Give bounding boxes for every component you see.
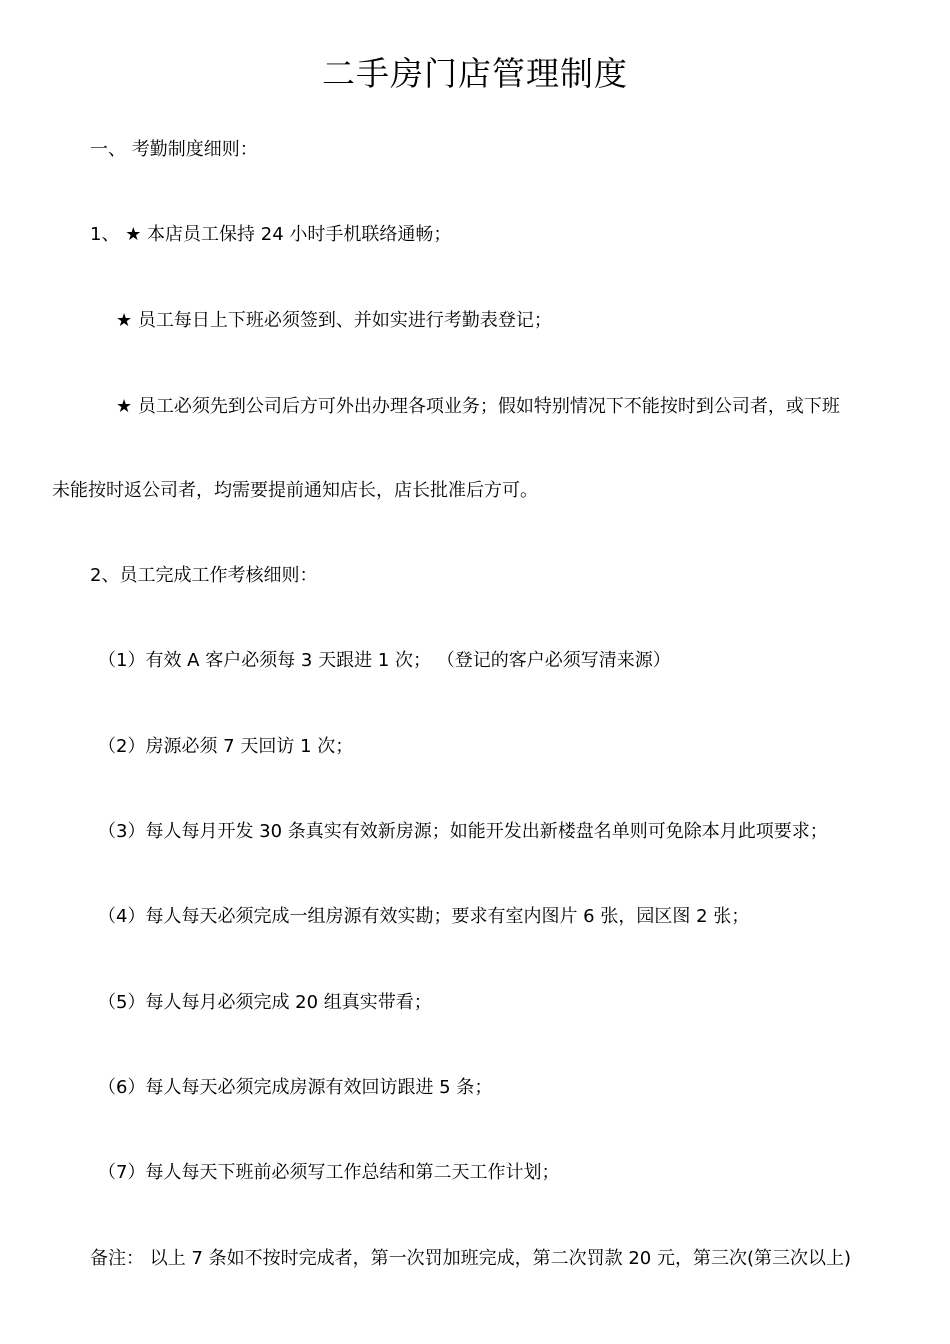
assessment-item-6: （6）每人每天必须完成房源有效回访跟进 5 条； — [98, 1077, 493, 1098]
attendance-item-2 — [116, 308, 552, 334]
star-icon: ★ — [116, 396, 133, 417]
attendance-item-3-text: 员工必须先到公司后方可外出办理各项业务；假如特别情况下不能按时到公司者，或下班 — [132, 396, 840, 417]
star-icon: ★ — [125, 224, 142, 245]
attendance-item-1 — [90, 222, 451, 248]
section-heading-attendance: 一、 考勤制度细则： — [90, 139, 258, 160]
item-number: 1、 — [90, 224, 126, 245]
section-heading-assessment: 2、员工完成工作考核细则： — [90, 565, 318, 586]
attendance-item-2-text: 员工每日上下班必须签到、并如实进行考勤表登记； — [132, 310, 552, 331]
assessment-item-1: （1）有效 A 客户必须每 3 天跟进 1 次； （登记的客户必须写清来源） — [98, 650, 671, 671]
star-icon: ★ — [116, 310, 133, 331]
attendance-item-3 — [116, 394, 840, 420]
assessment-item-2: （2）房源必须 7 天回访 1 次； — [98, 736, 354, 757]
attendance-item-1-text: 本店员工保持 24 小时手机联络通畅； — [141, 224, 452, 245]
assessment-item-4: （4）每人每天必须完成一组房源有效实勘；要求有室内图片 6 张，园区图 2 张； — [98, 906, 750, 927]
assessment-item-7: （7）每人每天下班前必须写工作总结和第二天工作计划； — [98, 1162, 560, 1183]
note-remark: 备注： 以上 7 条如不按时完成者，第一次罚加班完成，第二次罚款 20 元，第三次(第三次以上) — [90, 1248, 852, 1269]
document-title: 二手房门店管理制度 — [322, 54, 628, 93]
assessment-item-5: （5）每人每月必须完成 20 组真实带看； — [98, 992, 432, 1013]
attendance-item-3-continued: 未能按时返公司者，均需要提前通知店长，店长批准后方可。 — [52, 480, 538, 501]
assessment-item-3: （3）每人每月开发 30 条真实有效新房源；如能开发出新楼盘名单则可免除本月此项要求； — [98, 821, 828, 842]
